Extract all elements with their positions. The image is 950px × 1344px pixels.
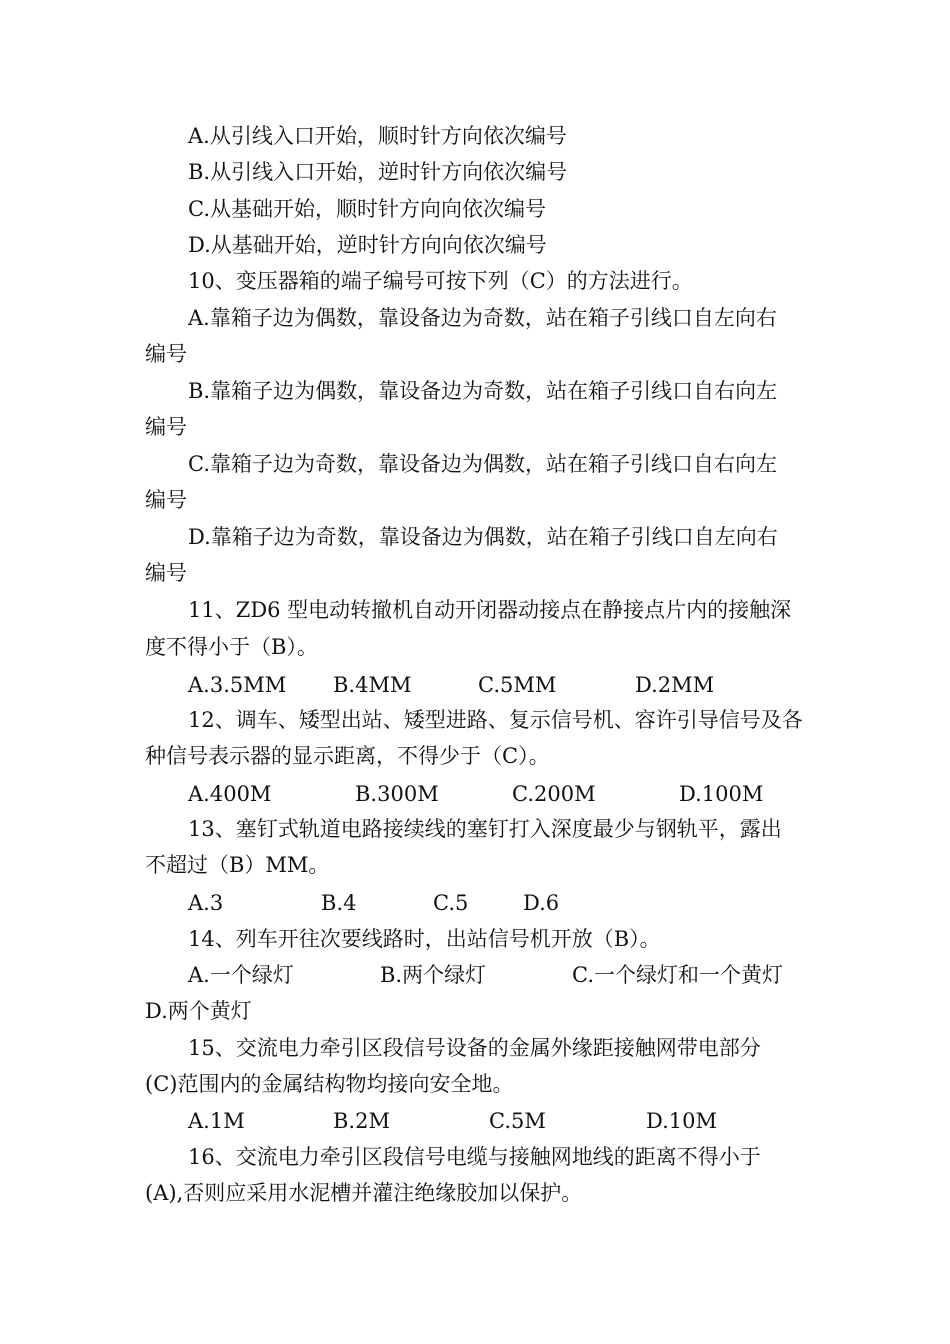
question-13: 13、塞钉式轨道电路接续线的塞钉打入深度最少与钢轨平，露出 xyxy=(188,817,782,841)
option-line: D.从基础开始，逆时针方向向依次编号 xyxy=(188,233,547,257)
option-a: A.3 xyxy=(188,891,224,915)
question-12: 12、调车、矮型出站、矮型进路、复示信号机、容许引导信号及各 xyxy=(188,708,803,732)
option-b: B.300M xyxy=(355,782,439,806)
option-line-continued: 编号 xyxy=(145,342,187,366)
option-b: B.4MM xyxy=(333,673,412,697)
question-11: 11、ZD6 型电动转撤机自动开闭器动接点在静接点片内的接触深 xyxy=(188,598,792,622)
option-d: D.100M xyxy=(679,782,764,806)
option-line: C.靠箱子边为奇数，靠设备边为偶数，站在箱子引线口自右向左 xyxy=(188,452,777,476)
question-15: 15、交流电力牵引区段信号设备的金属外缘距接触网带电部分 xyxy=(188,1036,761,1060)
option-a: A.1M xyxy=(188,1109,245,1133)
option-b: B.2M xyxy=(333,1109,390,1133)
option-line-continued: 编号 xyxy=(145,561,187,585)
option-d: D.10M xyxy=(646,1109,717,1133)
option-c: C.5 xyxy=(433,891,469,915)
option-line: A.从引线入口开始，顺时针方向依次编号 xyxy=(188,124,567,148)
option-a: A.一个绿灯 xyxy=(188,963,294,987)
option-line: B.从引线入口开始，逆时针方向依次编号 xyxy=(188,160,568,184)
option-line-continued: 编号 xyxy=(145,488,187,512)
question-16: 16、交流电力牵引区段信号电缆与接触网地线的距离不得小于 xyxy=(188,1145,761,1169)
option-a: A.3.5MM xyxy=(188,673,287,697)
option-c: C.5MM xyxy=(478,673,557,697)
option-a: A.400M xyxy=(188,782,272,806)
question-16-continued: (A),否则应采用水泥槽并灌注绝缘胶加以保护。 xyxy=(145,1181,583,1205)
option-b: B.两个绿灯 xyxy=(380,963,487,987)
question-12-continued: 种信号表示器的显示距离，不得少于（C）。 xyxy=(145,744,550,768)
question-11-continued: 度不得小于（B）。 xyxy=(145,635,318,659)
option-d: D.6 xyxy=(523,891,560,915)
question-15-continued: (C)范围内的金属结构物均接向安全地。 xyxy=(145,1072,514,1096)
option-line: B.靠箱子边为偶数，靠设备边为奇数，站在箱子引线口自右向左 xyxy=(188,379,778,403)
option-line: C.从基础开始，顺时针方向向依次编号 xyxy=(188,197,546,221)
option-c: C.5M xyxy=(489,1109,546,1133)
question-10: 10、变压器箱的端子编号可按下列（C）的方法进行。 xyxy=(188,269,693,293)
question-14: 14、列车开往次要线路时，出站信号机开放（B）。 xyxy=(188,927,661,951)
option-line-continued: 编号 xyxy=(145,415,187,439)
option-line: A.靠箱子边为偶数，靠设备边为奇数，站在箱子引线口自左向右 xyxy=(188,306,777,330)
option-c: C.一个绿灯和一个黄灯 xyxy=(572,963,783,987)
option-b: B.4 xyxy=(321,891,357,915)
option-d: D.两个黄灯 xyxy=(145,999,252,1023)
option-line: D.靠箱子边为奇数，靠设备边为偶数，站在箱子引线口自左向右 xyxy=(188,525,778,549)
option-d: D.2MM xyxy=(635,673,715,697)
option-c: C.200M xyxy=(512,782,596,806)
question-13-continued: 不超过（B）MM。 xyxy=(145,853,330,877)
